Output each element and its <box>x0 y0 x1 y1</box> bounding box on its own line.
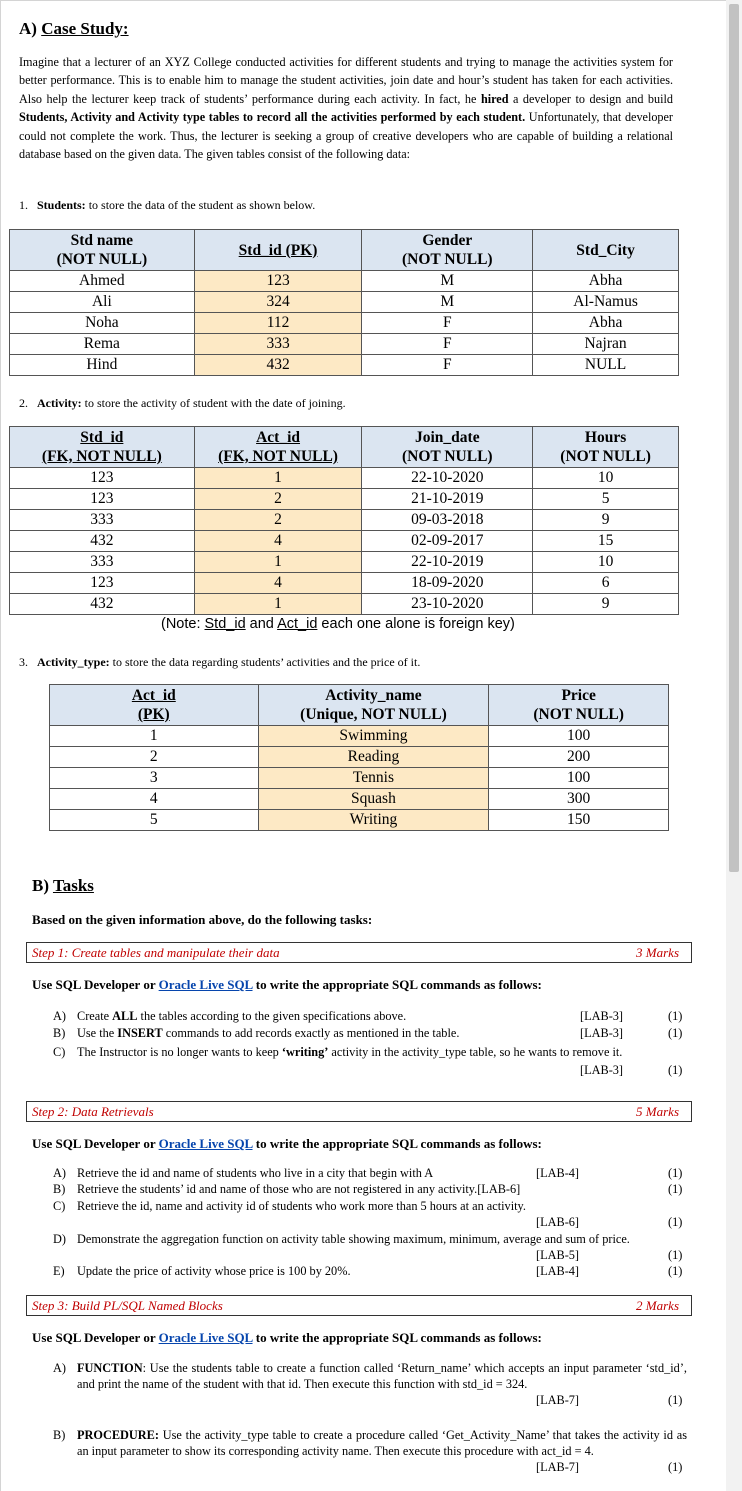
lab-reference: [LAB-5] <box>536 1248 580 1262</box>
lab-reference: [LAB-4] <box>536 1166 580 1180</box>
table-cell: 324 <box>194 292 362 313</box>
column-header <box>489 685 669 726</box>
header-constraint: (NOT NULL) <box>560 448 651 465</box>
table-cell: 2 <box>50 747 259 768</box>
table-cell: Abha <box>533 313 679 334</box>
table-cell: Swimming <box>258 726 489 747</box>
table-cell: 15 <box>533 531 679 552</box>
step1-sql-instruction <box>32 977 542 993</box>
case-study-paragraph: Imagine that a lecturer of an XYZ College conducted activities for different students and trying to manage the activities system for better performance. This is to enable him to manage the student activities, join date and hour’s student has taken for each activities. Also help the lecturer keep track of students’ performance during each activity. In fact, he hired a developer to design and build Students, Activity and Activity type tables to record all the activities performed by each student. Unfortunately, that developer could not complete the work. Thus, the lecturer is seeking a group of creative developers who are capable of building a relational database based on the given data. The given tables consist of the following data: <box>19 55 673 162</box>
table-row <box>10 292 679 313</box>
task-text: The Instructor is no longer wants to keep ‘writing’ activity in the activity_type table, so he wants to remove it. <box>77 1045 623 1059</box>
foreign-key-note <box>161 616 515 632</box>
table-cell: 9 <box>533 510 679 531</box>
header-constraint: (NOT NULL) <box>402 448 493 465</box>
table-row <box>50 810 669 831</box>
vertical-scrollbar-thumb[interactable] <box>729 4 739 872</box>
header-label: Std_City <box>576 241 635 259</box>
table-cell: 22-10-2020 <box>362 468 533 489</box>
lab-reference: [LAB-6] <box>536 1215 580 1229</box>
column-header <box>194 230 362 271</box>
table-cell: 333 <box>10 552 195 573</box>
task-text: Use the INSERT commands to add records exactly as mentioned in the table. <box>77 1026 460 1040</box>
table-cell: 150 <box>489 810 669 831</box>
activity-table <box>9 426 679 615</box>
table-cell: M <box>362 292 533 313</box>
header-constraint: (FK, NOT NULL) <box>218 448 338 465</box>
table-cell: 123 <box>194 271 362 292</box>
table-row <box>10 552 679 573</box>
header-constraint: (Unique, NOT NULL) <box>300 706 447 723</box>
header-label: Std_id <box>80 429 124 446</box>
table-cell: M <box>362 271 533 292</box>
activity-type-table <box>49 684 669 831</box>
lab-reference: [LAB-3] <box>580 1063 624 1077</box>
task-letter: E) <box>53 1264 65 1278</box>
task-text: Create ALL the tables according to the given specifications above. <box>77 1009 407 1023</box>
section-b-prefix: B) <box>32 876 53 895</box>
header-label: Std_id (PK) <box>238 241 318 259</box>
sql-pre: Use SQL Developer or <box>32 1136 159 1151</box>
note-std-id: Std_id <box>204 616 246 632</box>
table-cell: 10 <box>533 468 679 489</box>
table-cell: Rema <box>10 334 195 355</box>
table-row <box>10 468 679 489</box>
table-cell: Abha <box>533 271 679 292</box>
table-cell: 4 <box>50 789 259 810</box>
task-points: (1) <box>668 1026 683 1040</box>
lab-reference: [LAB-7] <box>536 1460 580 1474</box>
table-cell: Ali <box>10 292 195 313</box>
table2-label-rest: to store the activity of student with the date of joining. <box>81 396 346 410</box>
step3-sql-instruction <box>32 1330 542 1346</box>
table-cell: 5 <box>50 810 259 831</box>
header-label: Act_id <box>131 687 176 704</box>
table-cell: Hind <box>10 355 195 376</box>
step1-title: Step 1: Create tables and manipulate their data <box>32 945 280 960</box>
table-cell: Squash <box>258 789 489 810</box>
step3-title: Step 3: Build PL/SQL Named Blocks <box>32 1298 223 1313</box>
table-cell: Najran <box>533 334 679 355</box>
section-a-heading <box>19 19 129 39</box>
header-label: Price <box>561 687 596 704</box>
task-letter: A) <box>53 1361 66 1375</box>
header-label: Hours <box>584 429 627 446</box>
task-text: Demonstrate the aggregation function on activity table showing maximum, minimum, average and sum of price. <box>77 1232 630 1246</box>
task-points: (1) <box>668 1009 683 1023</box>
table1-label-num: 1. <box>19 198 28 212</box>
task-points: (1) <box>668 1264 683 1278</box>
table-cell: 09-03-2018 <box>362 510 533 531</box>
table-cell: 1 <box>50 726 259 747</box>
table-cell: Reading <box>258 747 489 768</box>
task-letter: B) <box>53 1026 66 1040</box>
task-points: (1) <box>668 1182 683 1196</box>
oracle-live-sql-link[interactable]: Oracle Live SQL <box>158 977 253 992</box>
section-b-heading <box>32 876 94 896</box>
header-label: Std name <box>70 232 134 249</box>
table-cell: 23-10-2020 <box>362 594 533 615</box>
table-row <box>10 594 679 615</box>
table-cell: 10 <box>533 552 679 573</box>
lab-reference: [LAB-3] <box>580 1026 624 1040</box>
table-cell: 432 <box>194 355 362 376</box>
table-cell: 18-09-2020 <box>362 573 533 594</box>
table-cell: 1 <box>194 594 362 615</box>
table-cell: Noha <box>10 313 195 334</box>
table-cell: NULL <box>533 355 679 376</box>
step1-marks: 3 Marks <box>636 945 679 960</box>
table-cell: 123 <box>10 489 195 510</box>
column-header <box>10 230 195 271</box>
table3-label <box>19 655 420 670</box>
table-row <box>10 573 679 594</box>
table-cell: 432 <box>10 531 195 552</box>
table3-label-num: 3. <box>19 655 28 669</box>
note-part-c: and <box>245 616 278 632</box>
table-cell: 112 <box>194 313 362 334</box>
step2-sql-instruction <box>32 1136 542 1152</box>
column-header <box>533 230 679 271</box>
table-cell: 6 <box>533 573 679 594</box>
students-table <box>9 229 679 376</box>
table-header-row <box>10 230 679 271</box>
table-cell: 2 <box>194 489 362 510</box>
task-text: Update the price of activity whose price is 100 by 20%. <box>77 1264 351 1278</box>
table-cell: 02-09-2017 <box>362 531 533 552</box>
column-header <box>362 427 533 468</box>
table-row <box>10 531 679 552</box>
table-cell: Al-Namus <box>533 292 679 313</box>
table-cell: F <box>362 355 533 376</box>
task-text: Retrieve the id, name and activity id of students who work more than 5 hours at an activity. <box>77 1199 526 1213</box>
table-cell: 22-10-2019 <box>362 552 533 573</box>
table2-label-num: 2. <box>19 396 28 410</box>
step3-box <box>26 1295 692 1316</box>
table-cell: Writing <box>258 810 489 831</box>
task-text: FUNCTION: Use the students table to create a function called ‘Return_name’ which accepts an input parameter ‘std_id’, and print the name of the student with that id. Then execute this function with std_id = 324. <box>77 1361 687 1391</box>
oracle-live-sql-link[interactable]: Oracle Live SQL <box>158 1136 253 1151</box>
table-cell: 200 <box>489 747 669 768</box>
table-cell: 4 <box>194 573 362 594</box>
header-constraint: (NOT NULL) <box>533 706 624 723</box>
task-text: PROCEDURE: Use the activity_type table to create a procedure called ‘Get_Activity_Name’ that takes the activity id as an input parameter to show its corresponding activity name. Then execute this procedure with act_id = 4. <box>77 1428 687 1458</box>
header-constraint: (FK, NOT NULL) <box>41 448 162 465</box>
task-points: (1) <box>668 1460 683 1474</box>
step1-box <box>26 942 692 963</box>
table1-label <box>19 198 315 213</box>
table-cell: 100 <box>489 726 669 747</box>
table-cell: 432 <box>10 594 195 615</box>
table-cell: 1 <box>194 468 362 489</box>
task-points: (1) <box>668 1215 683 1229</box>
table3-label-bold: Activity_type: <box>37 655 110 669</box>
table-row <box>10 510 679 531</box>
table-row <box>50 726 669 747</box>
header-label: Act_id <box>256 429 301 446</box>
header-label: Gender <box>422 232 473 249</box>
table-cell: 333 <box>10 510 195 531</box>
task-points: (1) <box>668 1248 683 1262</box>
column-header <box>50 685 259 726</box>
task-letter: C) <box>53 1045 66 1059</box>
task-text: Retrieve the id and name of students who live in a city that begin with A <box>77 1166 434 1180</box>
section-a-prefix: A) <box>19 19 42 38</box>
table-cell: Ahmed <box>10 271 195 292</box>
table1-label-bold: Students: <box>37 198 86 212</box>
table-header-row <box>10 427 679 468</box>
table2-label <box>19 396 346 411</box>
column-header <box>533 427 679 468</box>
table-cell: F <box>362 313 533 334</box>
table-row <box>10 334 679 355</box>
step2-title: Step 2: Data Retrievals <box>32 1104 154 1119</box>
column-header <box>194 427 362 468</box>
tasks-intro: Based on the given information above, do the following tasks: <box>32 912 373 927</box>
task-letter: B) <box>53 1428 66 1442</box>
header-label: Activity_name <box>325 687 422 704</box>
table-cell: 5 <box>533 489 679 510</box>
task-points: (1) <box>668 1166 683 1180</box>
column-header <box>362 230 533 271</box>
sql-pre: Use SQL Developer or <box>32 977 159 992</box>
table-header-row <box>50 685 669 726</box>
table-row <box>50 789 669 810</box>
table2-label-bold: Activity: <box>37 396 82 410</box>
column-header <box>10 427 195 468</box>
header-constraint: (PK) <box>137 706 170 723</box>
table-row <box>10 355 679 376</box>
task-points: (1) <box>668 1063 683 1077</box>
sql-pre: Use SQL Developer or <box>32 1330 159 1345</box>
table-row <box>10 313 679 334</box>
table-cell: 1 <box>194 552 362 573</box>
table-row <box>10 271 679 292</box>
header-label: Join_date <box>415 429 480 446</box>
section-b-title: Tasks <box>52 876 94 895</box>
table-cell: 3 <box>50 768 259 789</box>
sql-post: to write the appropriate SQL commands as follows: <box>252 977 542 992</box>
table-cell: 100 <box>489 768 669 789</box>
header-constraint: (NOT NULL) <box>402 251 493 268</box>
task-text: Retrieve the students’ id and name of those who are not registered in any activity.[LAB-6] <box>77 1182 521 1196</box>
task-letter: B) <box>53 1182 66 1196</box>
table-cell: 333 <box>194 334 362 355</box>
sql-post: to write the appropriate SQL commands as follows: <box>252 1136 542 1151</box>
table-cell: 9 <box>533 594 679 615</box>
table-cell: 2 <box>194 510 362 531</box>
column-header <box>258 685 489 726</box>
table-row <box>50 768 669 789</box>
table-cell: Tennis <box>258 768 489 789</box>
table3-label-rest: to store the data regarding students’ activities and the price of it. <box>109 655 421 669</box>
lab-reference: [LAB-3] <box>580 1009 624 1023</box>
note-part-e: each one alone is foreign key) <box>317 616 515 632</box>
lab-reference: [LAB-7] <box>536 1393 580 1407</box>
task-letter: A) <box>53 1009 66 1023</box>
table-cell: 21-10-2019 <box>362 489 533 510</box>
note-act-id: Act_id <box>277 616 318 632</box>
section-a-title: Case Study: <box>41 19 129 38</box>
note-part-a: (Note: <box>161 616 205 632</box>
task-letter: A) <box>53 1166 66 1180</box>
sql-post: to write the appropriate SQL commands as follows: <box>252 1330 542 1345</box>
lab-reference: [LAB-4] <box>536 1264 580 1278</box>
task-points: (1) <box>668 1393 683 1407</box>
table-cell: 300 <box>489 789 669 810</box>
table-cell: 123 <box>10 468 195 489</box>
step2-marks: 5 Marks <box>636 1104 679 1119</box>
task-letter: C) <box>53 1199 66 1213</box>
table1-label-rest: to store the data of the student as shown below. <box>85 198 316 212</box>
table-row <box>50 747 669 768</box>
step3-marks: 2 Marks <box>636 1298 679 1313</box>
oracle-live-sql-link[interactable]: Oracle Live SQL <box>158 1330 253 1345</box>
table-cell: 123 <box>10 573 195 594</box>
header-constraint: (NOT NULL) <box>56 251 148 268</box>
table-row <box>10 489 679 510</box>
task-letter: D) <box>53 1232 66 1246</box>
table-cell: 4 <box>194 531 362 552</box>
table-cell: F <box>362 334 533 355</box>
step2-box <box>26 1101 692 1122</box>
